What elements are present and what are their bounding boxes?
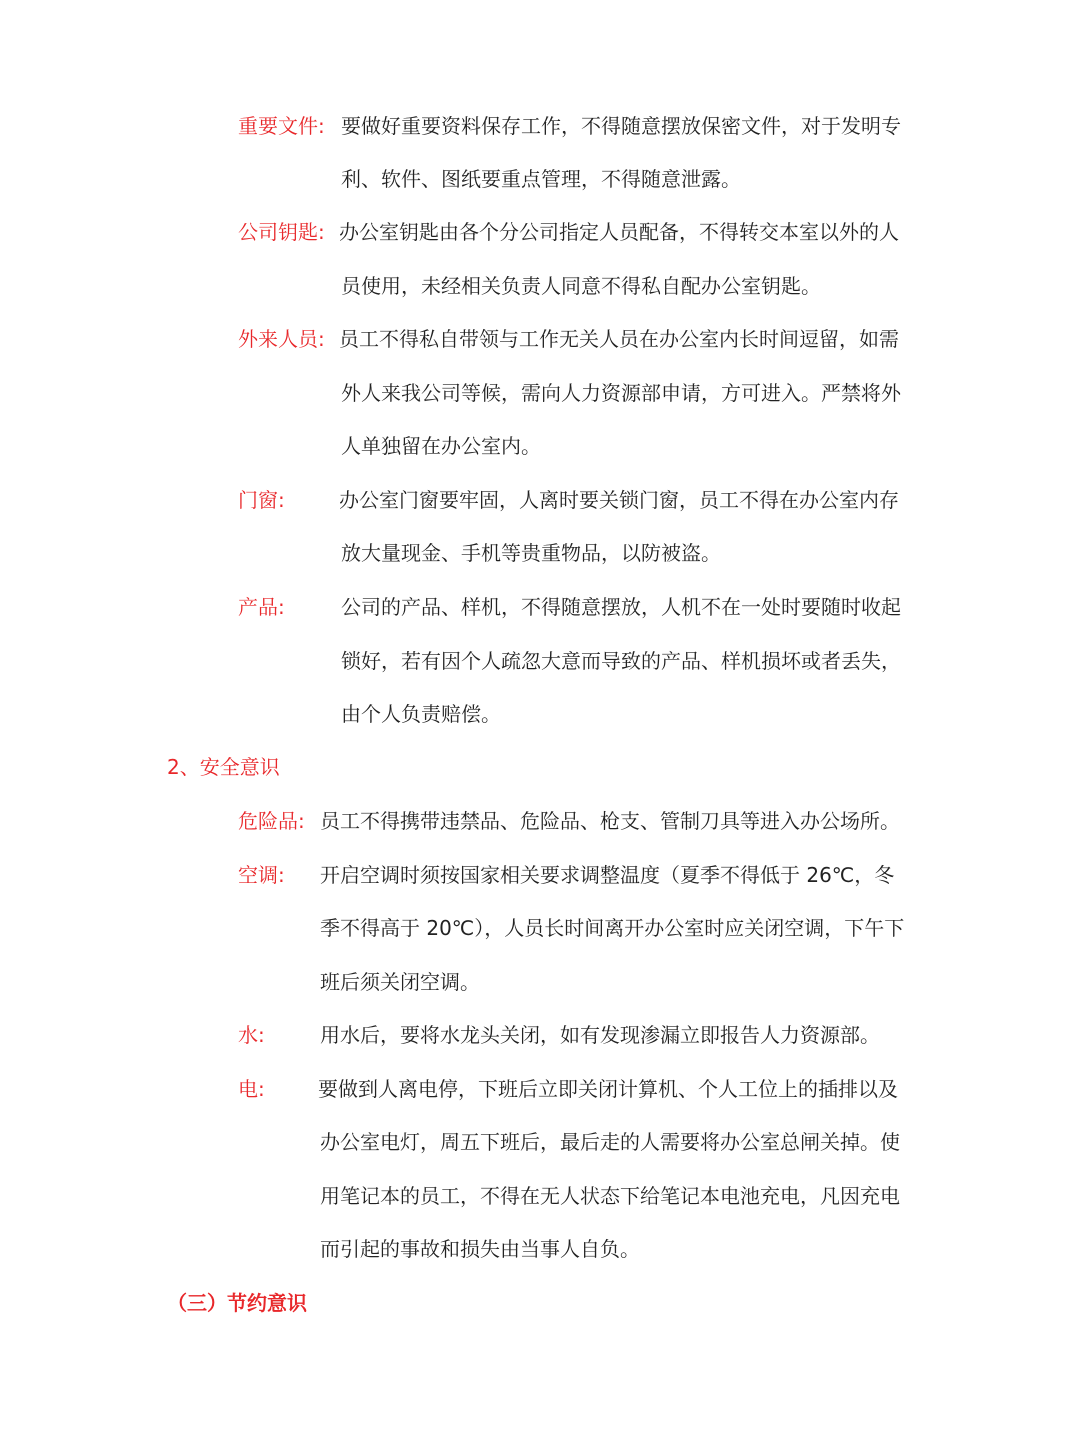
text-air-conditioning-line-3: 班后须关闭空调。 — [320, 970, 480, 994]
text-visitors-line-3: 人单独留在办公室内。 — [341, 434, 541, 458]
label-air-conditioning: 空调: — [238, 863, 285, 887]
text-company-keys-line-2: 员使用，未经相关负责人同意不得私自配办公室钥匙。 — [341, 274, 821, 298]
text-products-line-2: 锁好，若有因个人疏忽大意而导致的产品、样机损坏或者丢失， — [341, 649, 901, 673]
heading-safety-awareness: 2、安全意识 — [167, 755, 280, 779]
text-doors-windows-line-2: 放大量现金、手机等贵重物品，以防被盗。 — [341, 541, 721, 565]
text-electricity-line-1: 要做到人离电停，下班后立即关闭计算机、个人工位上的插排以及 — [318, 1077, 898, 1101]
label-hazardous-items: 危险品: — [238, 809, 305, 833]
label-company-keys: 公司钥匙: — [238, 220, 325, 244]
label-water: 水: — [238, 1023, 265, 1047]
text-visitors-line-1: 员工不得私自带领与工作无关人员在办公室内长时间逗留，如需 — [339, 327, 899, 351]
text-electricity-line-3: 用笔记本的员工，不得在无人状态下给笔记本电池充电，凡因充电 — [320, 1184, 900, 1208]
text-products-line-1: 公司的产品、样机，不得随意摆放，人机不在一处时要随时收起 — [341, 595, 901, 619]
label-products: 产品: — [238, 595, 285, 619]
text-doors-windows-line-1: 办公室门窗要牢固，人离时要关锁门窗，员工不得在办公室内存 — [339, 488, 899, 512]
text-electricity-line-4: 而引起的事故和损失由当事人自负。 — [320, 1237, 640, 1261]
text-important-files-line-1: 要做好重要资料保存工作，不得随意摆放保密文件，对于发明专 — [341, 114, 901, 138]
text-visitors-line-2: 外人来我公司等候，需向人力资源部申请，方可进入。严禁将外 — [341, 381, 901, 405]
text-hazardous-items-line-1: 员工不得携带违禁品、危险品、枪支、管制刀具等进入办公场所。 — [320, 809, 900, 833]
text-electricity-line-2: 办公室电灯，周五下班后，最后走的人需要将办公室总闸关掉。使 — [320, 1130, 900, 1154]
text-company-keys-line-1: 办公室钥匙由各个分公司指定人员配备，不得转交本室以外的人 — [339, 220, 899, 244]
text-air-conditioning-line-1: 开启空调时须按国家相关要求调整温度（夏季不得低于 26℃，冬 — [320, 863, 895, 887]
text-important-files-line-2: 利、软件、图纸要重点管理，不得随意泄露。 — [341, 167, 741, 191]
label-important-files: 重要文件: — [238, 114, 325, 138]
label-electricity: 电: — [238, 1077, 265, 1101]
heading-saving-awareness: （三）节约意识 — [167, 1291, 307, 1315]
label-visitors: 外来人员: — [238, 327, 325, 351]
text-air-conditioning-line-2: 季不得高于 20℃），人员长时间离开办公室时应关闭空调，下午下 — [320, 916, 905, 940]
label-doors-windows: 门窗: — [238, 488, 285, 512]
text-products-line-3: 由个人负责赔偿。 — [341, 702, 501, 726]
text-water-line-1: 用水后，要将水龙头关闭，如有发现渗漏立即报告人力资源部。 — [320, 1023, 880, 1047]
